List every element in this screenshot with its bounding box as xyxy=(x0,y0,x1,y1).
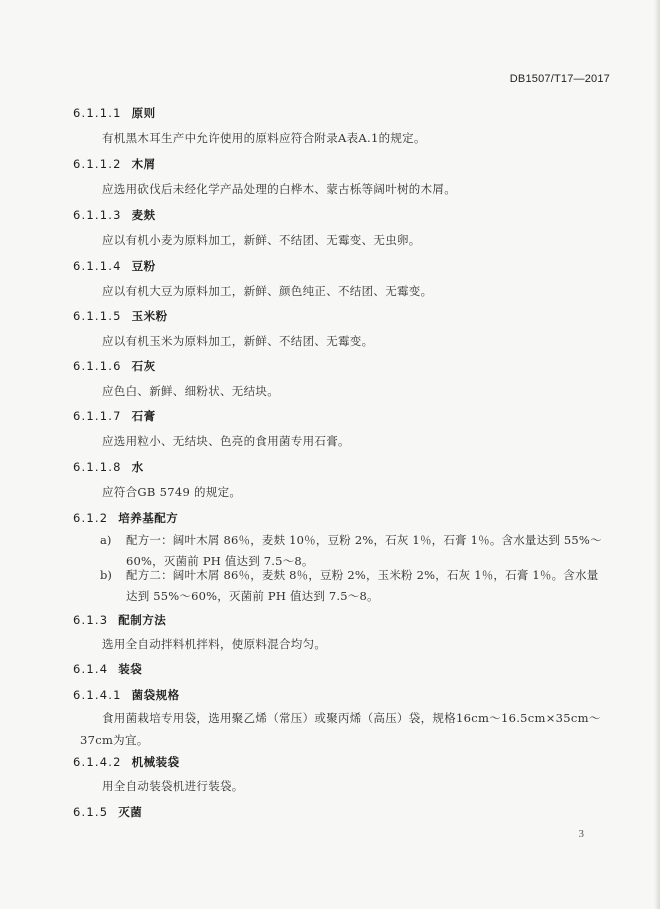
section-number: 6.1.3 xyxy=(73,613,109,627)
section-text: 应色白、新鲜、细粉状、无结块。 xyxy=(102,384,279,398)
formula-text: 配方一：阔叶木屑 86％，麦麸 10％，豆粉 2%，石灰 1％，石膏 1％。含水量达到 55%～60%，灭菌前 PH 值达到 7.5～8。 xyxy=(126,533,602,568)
page-number: 3 xyxy=(578,828,584,840)
section-title: 石灰 xyxy=(131,359,156,373)
section-text: 应以有机大豆为原料加工，新鲜、颜色纯正、不结团、无霉变。 xyxy=(102,284,433,298)
section-title: 麦麸 xyxy=(131,208,156,222)
section-text: 有机黑木耳生产中允许使用的原料应符合附录A表A.1的规定。 xyxy=(102,131,426,145)
document-code: DB1507/T17—2017 xyxy=(509,73,610,85)
section-heading xyxy=(73,612,166,628)
section-heading xyxy=(73,207,156,223)
section-heading xyxy=(73,459,144,475)
section-number: 6.1.4 xyxy=(73,662,109,676)
section-heading xyxy=(73,687,180,703)
section-heading xyxy=(73,258,156,274)
section-heading xyxy=(73,105,156,121)
section-heading xyxy=(73,156,156,172)
section-title: 豆粉 xyxy=(131,259,156,273)
section-text: 选用全自动拌料机拌料，使原料混合均匀。 xyxy=(102,637,327,651)
section-heading xyxy=(73,358,156,374)
section-title: 配制方法 xyxy=(118,613,167,627)
section-number: 6.1.1.6 xyxy=(73,359,122,373)
scan-edge-shadow xyxy=(654,0,660,909)
section-title: 玉米粉 xyxy=(131,309,168,323)
section-number: 6.1.1.4 xyxy=(73,259,122,273)
section-text: 应选用粒小、无结块、色亮的食用菌专用石膏。 xyxy=(102,434,350,448)
section-number: 6.1.2 xyxy=(73,511,109,525)
section-title: 灭菌 xyxy=(118,805,143,819)
section-title: 石膏 xyxy=(131,409,156,423)
section-text: 食用菌栽培专用袋，选用聚乙烯（常压）或聚丙烯（高压）袋，规格16cm～16.5cm×35cm～37cm为宜。 xyxy=(80,711,601,747)
section-number: 6.1.1.7 xyxy=(73,409,122,423)
formula-text: 配方二：阔叶木屑 86％，麦麸 8％，豆粉 2%，玉米粉 2%，石灰 1％，石膏 1％。含水量达到 55%～60%，灭菌前 PH 值达到 7.5～8。 xyxy=(126,568,599,603)
section-title: 水 xyxy=(131,460,144,474)
section-heading xyxy=(73,804,142,820)
section-title: 培养基配方 xyxy=(118,511,179,525)
section-heading xyxy=(73,408,156,424)
section-number: 6.1.1.2 xyxy=(73,157,122,171)
section-text: 应选用砍伐后未经化学产品处理的白桦木、蒙古栎等阔叶树的木屑。 xyxy=(102,182,456,196)
section-number: 6.1.1.8 xyxy=(73,460,122,474)
section-heading xyxy=(73,661,142,677)
section-title: 机械装袋 xyxy=(131,755,180,769)
section-number: 6.1.4.2 xyxy=(73,755,122,769)
section-title: 装袋 xyxy=(118,662,143,676)
section-number: 6.1.1.3 xyxy=(73,208,122,222)
section-text: 用全自动装袋机进行装袋。 xyxy=(102,779,244,793)
section-number: 6.1.1.1 xyxy=(73,106,122,120)
section-heading xyxy=(73,510,178,526)
list-marker: a) xyxy=(100,533,112,547)
section-text: 应以有机玉米为原料加工，新鲜、不结团、无霉变。 xyxy=(102,334,374,348)
section-number: 6.1.4.1 xyxy=(73,688,122,702)
section-number: 6.1.1.5 xyxy=(73,309,122,323)
section-text: 应以有机小麦为原料加工，新鲜、不结团、无霉变、无虫卵。 xyxy=(102,233,421,247)
section-heading xyxy=(73,308,168,324)
section-text: 应符合GB 5749 的规定。 xyxy=(102,485,242,499)
section-title: 原则 xyxy=(131,106,156,120)
section-title: 菌袋规格 xyxy=(131,688,180,702)
section-number: 6.1.5 xyxy=(73,805,109,819)
formula-item xyxy=(100,565,605,607)
section-heading xyxy=(73,754,180,770)
section-title: 木屑 xyxy=(131,157,156,171)
list-marker: b) xyxy=(100,568,112,582)
